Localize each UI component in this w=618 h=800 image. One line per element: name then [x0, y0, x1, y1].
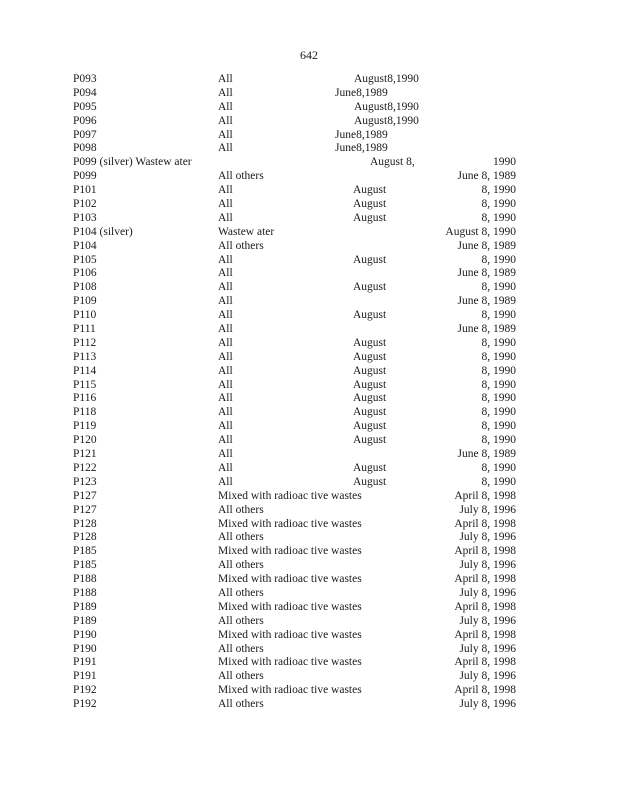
table-row [0, 420, 618, 434]
effective-date: 1990 [493, 156, 516, 169]
waste-description: All others [218, 586, 264, 599]
waste-code: P192 [73, 684, 97, 697]
waste-description: All [218, 392, 233, 405]
effective-date: April 8, 1998 [454, 684, 516, 697]
effective-date: July 8, 1996 [459, 559, 516, 572]
effective-date: July 8, 1996 [459, 642, 516, 655]
waste-code: P190 [73, 642, 97, 655]
table-row [0, 379, 618, 393]
table-row [0, 656, 618, 670]
effective-date: June 8, 1989 [457, 267, 516, 280]
waste-description: All [218, 253, 233, 266]
effective-date: 8, 1990 [481, 198, 516, 211]
table-row [0, 170, 618, 184]
table-row [0, 406, 618, 420]
effective-date: July 8, 1996 [459, 670, 516, 683]
waste-code: P113 [73, 350, 97, 363]
table-row [0, 573, 618, 587]
effective-date: August 8, 1990 [445, 225, 516, 238]
waste-code: P190 [73, 628, 97, 641]
table-row [0, 281, 618, 295]
table-row [0, 518, 618, 532]
effective-date-part: August [353, 336, 387, 349]
effective-date-part: August [353, 350, 387, 363]
effective-date-part: August [353, 392, 387, 405]
waste-code: P104 (silver) [73, 225, 133, 238]
waste-code: P121 [73, 448, 97, 461]
waste-code: P116 [73, 392, 97, 405]
waste-description: All [218, 448, 233, 461]
effective-date: July 8, 1996 [459, 503, 516, 516]
table-row [0, 184, 618, 198]
waste-description: All [218, 378, 233, 391]
effective-date: 8, 1990 [481, 281, 516, 294]
waste-code: P101 [73, 184, 97, 197]
effective-date-part: August [353, 434, 387, 447]
waste-code: P098 [73, 142, 97, 155]
table-row [0, 490, 618, 504]
waste-code: P104 [73, 239, 97, 252]
waste-description: All [218, 364, 233, 377]
effective-date: 8, 1990 [481, 309, 516, 322]
waste-description: Mixed with radioac tive wastes [218, 684, 362, 697]
effective-date: April 8, 1998 [454, 517, 516, 530]
waste-description: Wastew ater [218, 225, 275, 238]
waste-code: P106 [73, 267, 97, 280]
table-row [0, 240, 618, 254]
waste-code: P102 [73, 198, 97, 211]
effective-date: August8,1990 [354, 114, 419, 127]
waste-code: P185 [73, 559, 97, 572]
table-row [0, 212, 618, 226]
waste-description: All others [218, 559, 264, 572]
effective-date: 8, 1990 [481, 406, 516, 419]
waste-description: All others [218, 698, 264, 711]
waste-code: P128 [73, 531, 97, 544]
table-row [0, 115, 618, 129]
effective-date-part: August [353, 309, 387, 322]
waste-code-table [0, 73, 618, 712]
waste-code: P103 [73, 211, 97, 224]
waste-description: All [218, 142, 233, 155]
effective-date-part: August 8, [370, 156, 415, 169]
table-row [0, 587, 618, 601]
waste-description: All [218, 114, 233, 127]
effective-date: April 8, 1998 [454, 545, 516, 558]
table-row [0, 670, 618, 684]
waste-description: All others [218, 531, 264, 544]
waste-description: All [218, 406, 233, 419]
effective-date-part: August [353, 198, 387, 211]
effective-date-part: August [353, 406, 387, 419]
effective-date: July 8, 1996 [459, 614, 516, 627]
waste-code: P108 [73, 281, 97, 294]
table-row [0, 198, 618, 212]
waste-code: P192 [73, 698, 97, 711]
effective-date: June 8, 1989 [457, 170, 516, 183]
waste-description: All [218, 475, 233, 488]
waste-description: All [218, 461, 233, 474]
waste-code: P127 [73, 503, 97, 516]
waste-description: All [218, 350, 233, 363]
waste-code: P099 [73, 170, 97, 183]
table-row [0, 101, 618, 115]
waste-code: P097 [73, 128, 97, 141]
waste-code: P099 (silver) Wastew ater [73, 156, 192, 169]
effective-date: 8, 1990 [481, 434, 516, 447]
waste-code: P122 [73, 461, 97, 474]
waste-description: All others [218, 503, 264, 516]
effective-date: 8, 1990 [481, 350, 516, 363]
waste-description: All [218, 100, 233, 113]
effective-date-part: August [353, 461, 387, 474]
waste-description: Mixed with radioac tive wastes [218, 573, 362, 586]
waste-code: P188 [73, 586, 97, 599]
effective-date: April 8, 1998 [454, 573, 516, 586]
table-row [0, 392, 618, 406]
effective-date: August8,1990 [354, 73, 419, 85]
effective-date: 8, 1990 [481, 475, 516, 488]
effective-date: 8, 1990 [481, 392, 516, 405]
effective-date-part: August [353, 420, 387, 433]
effective-date: 8, 1990 [481, 461, 516, 474]
waste-description: Mixed with radioac tive wastes [218, 600, 362, 613]
waste-description: All [218, 434, 233, 447]
effective-date: 8, 1990 [481, 336, 516, 349]
waste-code: P191 [73, 656, 97, 669]
waste-description: All others [218, 170, 264, 183]
table-row [0, 267, 618, 281]
effective-date: April 8, 1998 [454, 489, 516, 502]
waste-description: Mixed with radioac tive wastes [218, 517, 362, 530]
table-row [0, 337, 618, 351]
waste-code: P119 [73, 420, 97, 433]
table-row [0, 129, 618, 143]
effective-date: June 8, 1989 [457, 295, 516, 308]
waste-description: All [218, 198, 233, 211]
waste-code: P112 [73, 336, 97, 349]
effective-date: 8, 1990 [481, 211, 516, 224]
table-row [0, 434, 618, 448]
waste-code: P118 [73, 406, 97, 419]
waste-code: P115 [73, 378, 97, 391]
effective-date-part: August [353, 364, 387, 377]
waste-code: P093 [73, 73, 97, 85]
table-row [0, 476, 618, 490]
waste-description: All others [218, 239, 264, 252]
effective-date: April 8, 1998 [454, 600, 516, 613]
waste-description: All [218, 128, 233, 141]
table-row [0, 351, 618, 365]
waste-code: P189 [73, 600, 97, 613]
waste-description: All [218, 211, 233, 224]
table-row [0, 601, 618, 615]
effective-date-part: August [353, 281, 387, 294]
effective-date: August8,1990 [354, 100, 419, 113]
waste-description: All [218, 323, 233, 336]
effective-date-part: June8,1989 [335, 128, 388, 141]
waste-code: P128 [73, 517, 97, 530]
effective-date: July 8, 1996 [459, 698, 516, 711]
waste-code: P109 [73, 295, 97, 308]
table-row [0, 295, 618, 309]
waste-description: All [218, 281, 233, 294]
waste-description: All [218, 86, 233, 99]
effective-date-part: June8,1989 [335, 142, 388, 155]
effective-date: June 8, 1989 [457, 239, 516, 252]
waste-code: P110 [73, 309, 97, 322]
waste-code: P105 [73, 253, 97, 266]
table-row [0, 309, 618, 323]
waste-description: All [218, 73, 233, 85]
effective-date-part: August [353, 378, 387, 391]
waste-code: P191 [73, 670, 97, 683]
table-row [0, 87, 618, 101]
table-row [0, 629, 618, 643]
table-row [0, 226, 618, 240]
waste-description: Mixed with radioac tive wastes [218, 545, 362, 558]
table-row [0, 531, 618, 545]
effective-date: April 8, 1998 [454, 656, 516, 669]
effective-date: 8, 1990 [481, 253, 516, 266]
table-row [0, 254, 618, 268]
effective-date-part: August [353, 184, 387, 197]
waste-description: All [218, 420, 233, 433]
waste-description: Mixed with radioac tive wastes [218, 628, 362, 641]
table-row [0, 156, 618, 170]
table-row [0, 504, 618, 518]
waste-description: All [218, 309, 233, 322]
waste-description: All [218, 184, 233, 197]
waste-code: P096 [73, 114, 97, 127]
table-row [0, 462, 618, 476]
effective-date: June 8, 1989 [457, 323, 516, 336]
table-row [0, 559, 618, 573]
effective-date-part: August [353, 475, 387, 488]
effective-date: July 8, 1996 [459, 531, 516, 544]
effective-date-part: August [353, 253, 387, 266]
table-row [0, 448, 618, 462]
effective-date: 8, 1990 [481, 184, 516, 197]
table-row [0, 142, 618, 156]
waste-code: P185 [73, 545, 97, 558]
waste-code: P111 [73, 323, 96, 336]
table-row [0, 323, 618, 337]
page-number: 642 [300, 48, 318, 62]
waste-description: All others [218, 614, 264, 627]
effective-date: 8, 1990 [481, 420, 516, 433]
effective-date-part: August [353, 211, 387, 224]
waste-code: P095 [73, 100, 97, 113]
effective-date-part: June8,1989 [335, 86, 388, 99]
waste-description: All others [218, 642, 264, 655]
effective-date: 8, 1990 [481, 378, 516, 391]
waste-code: P189 [73, 614, 97, 627]
waste-code: P120 [73, 434, 97, 447]
waste-description: Mixed with radioac tive wastes [218, 489, 362, 502]
table-row [0, 615, 618, 629]
waste-description: All [218, 267, 233, 280]
table-row [0, 643, 618, 657]
waste-code: P094 [73, 86, 97, 99]
waste-description: All [218, 295, 233, 308]
waste-description: Mixed with radioac tive wastes [218, 656, 362, 669]
table-row [0, 698, 618, 712]
table-row [0, 365, 618, 379]
waste-description: All others [218, 670, 264, 683]
waste-code: P123 [73, 475, 97, 488]
effective-date: April 8, 1998 [454, 628, 516, 641]
effective-date: June 8, 1989 [457, 448, 516, 461]
table-row [0, 684, 618, 698]
waste-description: All [218, 336, 233, 349]
table-row [0, 545, 618, 559]
effective-date: 8, 1990 [481, 364, 516, 377]
waste-code: P188 [73, 573, 97, 586]
waste-code: P114 [73, 364, 97, 377]
effective-date: July 8, 1996 [459, 586, 516, 599]
waste-code: P127 [73, 489, 97, 502]
table-row [0, 73, 618, 87]
